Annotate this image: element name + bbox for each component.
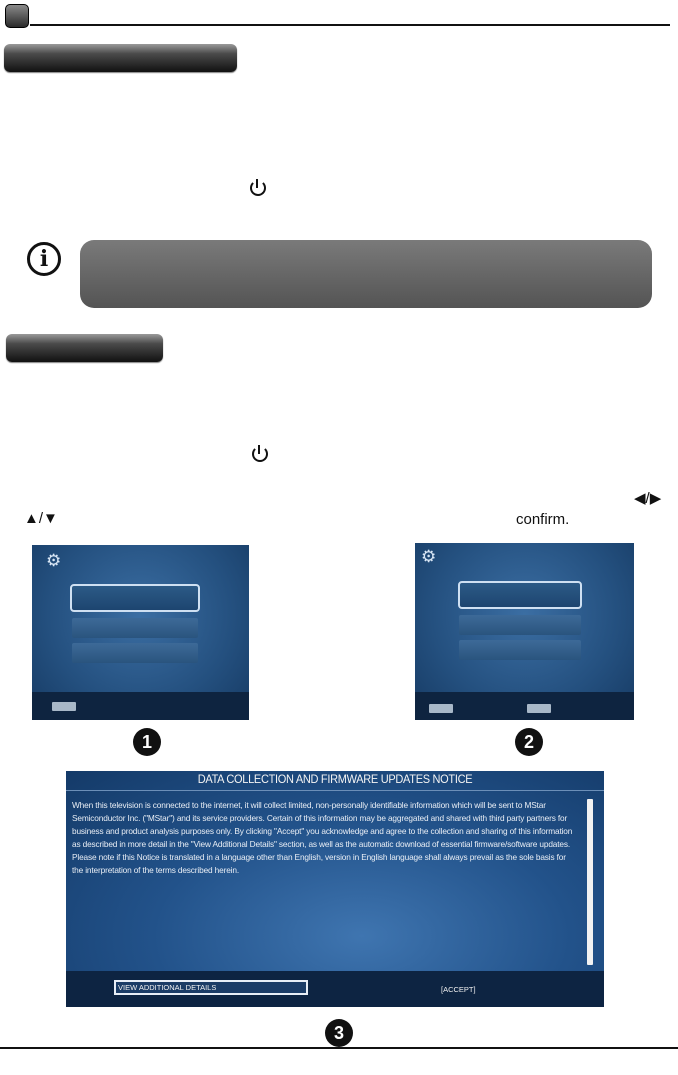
tv-bar-button[interactable]	[429, 704, 453, 713]
header-square-icon	[5, 4, 29, 28]
section-heading-bar-2	[6, 334, 163, 362]
notice-title: DATA COLLECTION AND FIRMWARE UPDATES NOTICE	[197, 773, 473, 787]
footer-rule	[0, 1047, 678, 1049]
section-heading-bar-1	[4, 44, 237, 72]
confirm-word: confirm.	[516, 511, 570, 528]
power-icon-2	[252, 446, 268, 462]
tv-menu-item[interactable]	[459, 640, 581, 660]
view-additional-details-button[interactable]: VIEW ADDITIONAL DETAILS	[114, 980, 308, 995]
note-box	[80, 240, 652, 308]
gear-icon: ⚙	[46, 551, 62, 570]
accept-button[interactable]: [ACCEPT]	[441, 985, 476, 994]
tv-menu-item[interactable]	[72, 643, 198, 663]
notice-screen	[66, 771, 604, 1007]
power-icon	[250, 180, 266, 196]
tv-bottom-bar	[32, 692, 249, 720]
tv-menu-item-selected[interactable]	[458, 581, 582, 609]
tv-menu-item-selected[interactable]	[70, 584, 200, 612]
notice-scrollbar[interactable]	[587, 799, 593, 965]
info-icon: i	[27, 242, 61, 276]
tv-bottom-bar	[415, 692, 634, 720]
tv-menu-item[interactable]	[459, 615, 581, 635]
tv-bar-button[interactable]	[52, 702, 76, 711]
tv-menu-item[interactable]	[72, 618, 198, 638]
notice-body: When this television is connected to the internet, it will collect limited, non-personally identifiable information which will be sent to MStar Semiconductor Inc. ("MStar") and its service providers. Certain of this information may be aggregated and shared with third party partners for business and product analysis purposes only. By clicking "Accept" you acknowledge and agree to the collection and sharing of this information as described in more detail in the "View Additional Details" section, as well as the automatic download of essential firmware/software updates. Please note if this Notice is translated in a language other than English, version in English language shall always prevail as the sole basis for the interpretation of the terms described herein.	[72, 800, 573, 876]
gear-icon: ⚙	[421, 547, 437, 566]
step-number-1: 1	[133, 728, 161, 756]
left-right-arrows: ◀/▶	[634, 490, 662, 507]
step-number-3: 3	[325, 1019, 353, 1047]
notice-title-rule	[66, 790, 604, 791]
step-number-2: 2	[515, 728, 543, 756]
tv-screen-1	[32, 545, 249, 720]
tv-screen-2	[415, 543, 634, 720]
notice-button-bar	[66, 971, 604, 1007]
header-rule	[30, 24, 670, 26]
tv-bar-button[interactable]	[527, 704, 551, 713]
up-down-arrows: ▲/▼	[24, 510, 58, 527]
